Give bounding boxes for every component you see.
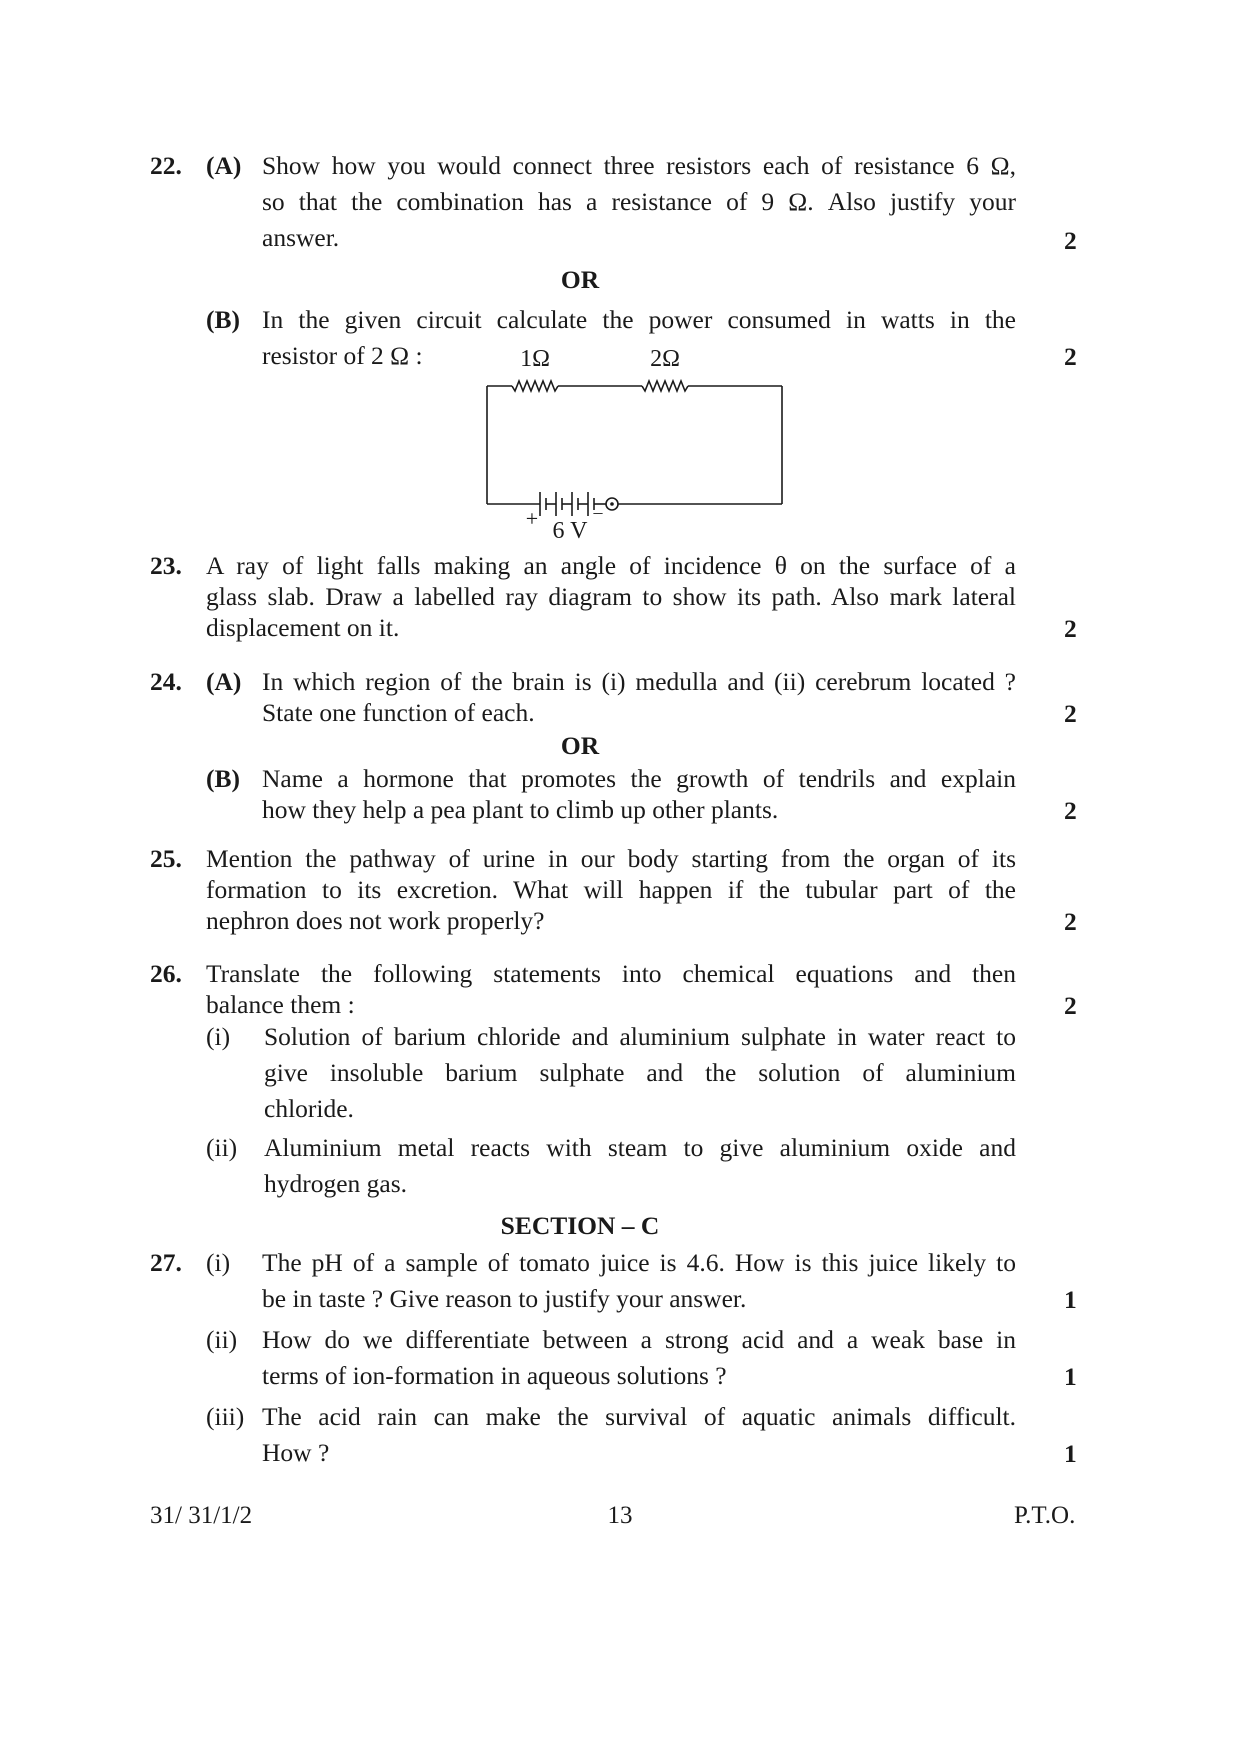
q24-number: 24. [150,667,182,696]
q26-i-line-3: chloride. [264,1094,354,1123]
q22-a-marks: 2 [1064,226,1077,255]
q27-ii-label: (ii) [206,1325,238,1354]
q22-b-marks: 2 [1064,342,1077,371]
q24-a-marks: 2 [1064,699,1077,728]
q23-line-2: glass slab. Draw a labelled ray diagram to show its path. Also mark lateral [206,582,1016,611]
footer-paper-code: 31/ 31/1/2 [150,1502,253,1529]
resistor-1-zigzag [512,381,558,391]
q22-number: 22. [150,151,182,180]
resistor-2-zigzag [642,381,688,391]
footer-pto: P.T.O. [1014,1502,1076,1529]
q24-b-marks: 2 [1064,796,1077,825]
q27-iii-line-2: How ? [262,1438,330,1467]
q26-ii-line-2: hydrogen gas. [264,1169,408,1198]
q26-ii-label: (ii) [206,1133,238,1162]
q24-a-line-2: State one function of each. [262,698,535,727]
q26-line-2: balance them : [206,990,355,1019]
section-c-heading: SECTION – C [500,1211,660,1240]
q26-i-line-2: give insoluble barium sulphate and the solution of aluminium [264,1058,1016,1087]
q22-a-label: (A) [206,151,242,180]
q27-i-label: (i) [206,1248,231,1277]
q24-a-line-1: In which region of the brain is (i) medulla and (ii) cerebrum located ? [262,667,1016,696]
q23-number: 23. [150,551,182,580]
q27-iii-label: (iii) [206,1402,245,1431]
q26-ii-line-1: Aluminium metal reacts with steam to give aluminium oxide and [264,1133,1016,1162]
circuit-diagram [470,340,810,540]
q24-or: OR [560,731,600,760]
q26-line-1: Translate the following statements into chemical equations and then [206,959,1016,988]
q22-a-line-1: Show how you would connect three resistors each of resistance 6 Ω, [262,151,1016,180]
resistor-1-label: 1Ω [520,346,550,372]
footer-page-number: 13 [607,1502,633,1529]
q24-b-line-1: Name a hormone that promotes the growth of tendrils and explain [262,764,1016,793]
q27-iii-marks: 1 [1064,1439,1077,1468]
q25-marks: 2 [1064,907,1077,936]
q24-b-label: (B) [206,764,240,793]
q24-b-line-2: how they help a pea plant to climb up other plants. [262,795,779,824]
q22-b-line-1: In the given circuit calculate the power consumed in watts in the [262,305,1016,334]
q26-number: 26. [150,959,182,988]
resistor-2-label: 2Ω [650,346,680,372]
q26-i-line-1: Solution of barium chloride and aluminium sulphate in water react to [264,1022,1016,1051]
q24-a-label: (A) [206,667,242,696]
q27-number: 27. [150,1248,182,1277]
battery-plus-sign: + [525,506,539,531]
q27-ii-marks: 1 [1064,1362,1077,1391]
q25-line-3: nephron does not work properly? [206,906,545,935]
q22-or: OR [560,265,600,294]
q27-i-line-1: The pH of a sample of tomato juice is 4.6. How is this juice likely to [262,1248,1016,1277]
q22-a-line-3: answer. [262,223,340,252]
q23-line-1: A ray of light falls making an angle of incidence θ on the surface of a [206,551,1016,580]
q25-number: 25. [150,844,182,873]
q27-ii-line-1: How do we differentiate between a strong acid and a weak base in [262,1325,1016,1354]
q26-marks: 2 [1064,991,1077,1020]
q27-iii-line-1: The acid rain can make the survival of aquatic animals difficult. [262,1402,1016,1431]
q22-a-line-2: so that the combination has a resistance of 9 Ω. Also justify your [262,187,1016,216]
q26-i-label: (i) [206,1022,231,1051]
q23-line-3: displacement on it. [206,613,400,642]
q22-b-label: (B) [206,305,240,334]
q23-marks: 2 [1064,614,1077,643]
q25-line-1: Mention the pathway of urine in our body starting from the organ of its [206,844,1016,873]
q27-i-line-2: be in taste ? Give reason to justify your answer. [262,1284,747,1313]
q27-i-marks: 1 [1064,1285,1077,1314]
battery-minus-sign: – [593,502,603,522]
q22-b-line-2: resistor of 2 Ω : [262,341,423,370]
q25-line-2: formation to its excretion. What will happen if the tubular part of the [206,875,1016,904]
q27-ii-line-2: terms of ion-formation in aqueous solutions ? [262,1361,727,1390]
battery-voltage-label: 6 V [552,518,588,540]
